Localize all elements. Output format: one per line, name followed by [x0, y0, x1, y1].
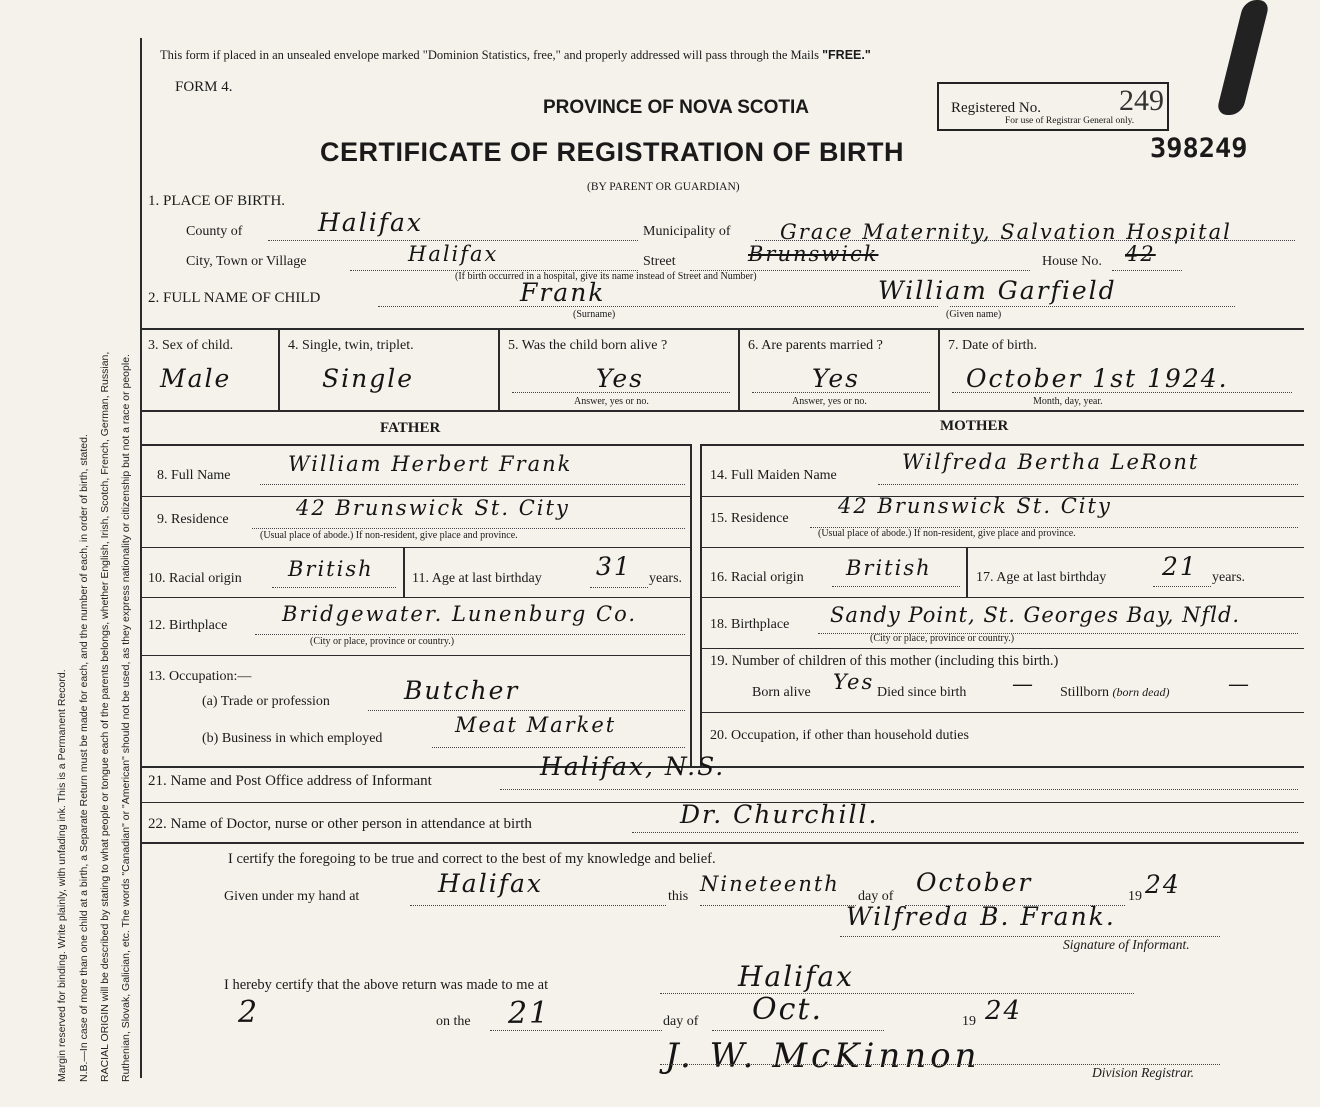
- given-label: Given under my hand at: [224, 889, 360, 904]
- child-surname: Frank: [520, 278, 606, 307]
- informant-value: Halifax, N.S.: [540, 752, 726, 781]
- this-label: this: [668, 889, 689, 904]
- stillborn-value: —: [1228, 672, 1251, 696]
- father-age-value: 31: [596, 552, 632, 581]
- father-trade-label: (a) Trade or profession: [202, 694, 330, 709]
- year-prefix: 19: [1128, 889, 1142, 904]
- margin-note-racial-origin-1: RACIAL ORIGIN will be described by stating to what people or tongue each of the parents belongs, whether English, Irish, Scotch, French, German, Russian,: [99, 351, 111, 1082]
- father-race-value: British: [288, 557, 374, 581]
- mother-name-value: Wilfreda Bertha LeRont: [902, 450, 1200, 474]
- dob-value: October 1st 1924.: [966, 364, 1229, 393]
- sex-label: 3. Sex of child.: [148, 338, 234, 353]
- father-age-label: 11. Age at last birthday: [412, 571, 542, 586]
- died-value: —: [1012, 672, 1035, 696]
- informant-label: 21. Name and Post Office address of Informant: [148, 773, 432, 789]
- sex-value: Male: [160, 364, 232, 393]
- married-value: Yes: [812, 364, 860, 393]
- registrar-caption: Division Registrar.: [1092, 1065, 1195, 1080]
- registrar-day-of: day of: [663, 1014, 699, 1029]
- father-birthplace-caption: (City or place, province or country.): [310, 636, 455, 647]
- married-label: 6. Are parents married ?: [748, 338, 883, 353]
- mother-years: years.: [1212, 570, 1246, 585]
- registrar-day: 21: [508, 996, 551, 1031]
- mother-birthplace-label: 18. Birthplace: [710, 617, 790, 632]
- married-caption: Answer, yes or no.: [792, 396, 867, 407]
- surname-caption: (Surname): [573, 309, 616, 320]
- mother-occupation-label: 20. Occupation, if other than household duties: [710, 728, 969, 743]
- province-heading: PROVINCE OF NOVA SCOTIA: [543, 97, 810, 118]
- city-value: Halifax: [408, 242, 499, 266]
- certify-statement: I certify the foregoing to be true and correct to the best of my knowledge and belief.: [228, 851, 716, 867]
- given-place: Halifax: [438, 869, 543, 898]
- father-residence-caption: (Usual place of abode.) If non-resident, give place and province.: [260, 530, 518, 541]
- margin-note-binding: Margin reserved for binding. Write plainly, with unfading ink. This is a Permanent Record.: [56, 669, 68, 1082]
- house-label: House No.: [1042, 254, 1102, 269]
- father-business-value: Meat Market: [455, 713, 617, 737]
- form-number: FORM 4.: [175, 79, 233, 95]
- mother-birthplace-value: Sandy Point, St. Georges Bay, Nfld.: [830, 603, 1241, 627]
- registrar-year: 24: [985, 996, 1023, 1026]
- mother-race-value: British: [846, 556, 932, 580]
- year-value: 24: [1145, 870, 1181, 899]
- doctor-label: 22. Name of Doctor, nurse or other person in attendance at birth: [148, 816, 532, 832]
- registrar-statement: I hereby certify that the above return was made to me at: [224, 977, 549, 993]
- day-value: Nineteenth: [700, 872, 840, 896]
- margin-note-racial-origin-2: Ruthenian, Slovak, Galician, etc. The words "Canadian" or "American" should not be used, as they express nationality or citizenship but not a race or people.: [120, 354, 132, 1082]
- died-label: Died since birth: [877, 685, 967, 700]
- father-name-label: 8. Full Name: [157, 468, 231, 483]
- municipality-label: Municipality of: [643, 224, 731, 239]
- father-birthplace-value: Bridgewater. Lunenburg Co.: [282, 602, 638, 626]
- born-alive-label: Born alive: [752, 685, 811, 700]
- registered-value: 249: [1119, 84, 1164, 117]
- mother-residence-label: 15. Residence: [710, 511, 789, 526]
- day-of-label: day of: [858, 889, 894, 904]
- mother-heading: MOTHER: [940, 418, 1009, 434]
- registrar-year-prefix: 19: [962, 1014, 976, 1029]
- registrar-signature: J. W. McKinnon: [665, 1036, 981, 1076]
- county-label: County of: [186, 224, 243, 239]
- informant-signature: Wilfreda B. Frank.: [846, 902, 1116, 931]
- registrar-month: Oct.: [752, 992, 823, 1027]
- mail-notice: This form if placed in an unsealed envelope marked "Dominion Statistics, free," and properly addressed will pass through the Mails "FREE.": [160, 48, 871, 62]
- place-heading: 1. PLACE OF BIRTH.: [148, 193, 286, 209]
- registrar-mark: 2: [238, 995, 260, 1030]
- page-title: CERTIFICATE OF REGISTRATION OF BIRTH: [320, 137, 904, 167]
- stillborn-label: Stillborn (born dead): [1060, 685, 1170, 700]
- mother-residence-value: 42 Brunswick St. City: [838, 494, 1112, 518]
- signature-caption: Signature of Informant.: [1063, 937, 1190, 952]
- dob-caption: Month, day, year.: [1033, 396, 1103, 407]
- given-caption: (Given name): [946, 309, 1002, 320]
- father-birthplace-label: 12. Birthplace: [148, 618, 228, 633]
- father-residence-value: 42 Brunswick St. City: [296, 496, 570, 520]
- hospital-note: (If birth occurred in a hospital, give its name instead of Street and Number): [455, 271, 757, 282]
- registered-number-box: [937, 82, 1169, 131]
- alive-caption: Answer, yes or no.: [574, 396, 649, 407]
- county-value: Halifax: [318, 208, 423, 237]
- alive-label: 5. Was the child born alive ?: [508, 338, 668, 353]
- father-occupation-label: 13. Occupation:—: [148, 669, 252, 684]
- dob-label: 7. Date of birth.: [948, 338, 1038, 353]
- stillborn-note: (born dead): [1112, 685, 1170, 699]
- father-name-value: William Herbert Frank: [288, 452, 573, 476]
- house-value: 42: [1125, 242, 1156, 266]
- street-value: Brunswick: [748, 242, 879, 266]
- month-value: October: [916, 868, 1033, 897]
- alive-value: Yes: [596, 364, 644, 393]
- plurality-label: 4. Single, twin, triplet.: [288, 338, 414, 353]
- margin-note-multiple-births: N.B.—In case of more than one child at a birth, a Separate Return must be made for each, and the number of each, in order of birth, stated.: [78, 434, 90, 1082]
- municipality-value: Grace Maternity, Salvation Hospital: [780, 220, 1232, 244]
- on-the-label: on the: [436, 1014, 471, 1029]
- mother-residence-caption: (Usual place of abode.) If non-resident, give place and province.: [818, 528, 1076, 539]
- mother-age-label: 17. Age at last birthday: [976, 570, 1107, 585]
- father-business-label: (b) Business in which employed: [202, 731, 383, 746]
- mother-children-label: 19. Number of children of this mother (including this birth.): [710, 653, 1059, 669]
- registrar-note: For use of Registrar General only.: [1005, 116, 1135, 126]
- page-subtitle: (BY PARENT OR GUARDIAN): [587, 181, 740, 193]
- doctor-value: Dr. Churchill.: [680, 800, 879, 829]
- mother-birthplace-caption: (City or place, province or country.): [870, 633, 1015, 644]
- plurality-value: Single: [322, 364, 415, 393]
- born-alive-value: Yes: [833, 670, 875, 694]
- registrar-place: Halifax: [738, 960, 854, 993]
- father-heading: FATHER: [380, 420, 441, 436]
- street-label: Street: [643, 254, 676, 269]
- father-trade-value: Butcher: [404, 676, 520, 705]
- mother-age-value: 21: [1162, 552, 1198, 581]
- city-label: City, Town or Village: [186, 254, 307, 269]
- mother-name-label: 14. Full Maiden Name: [710, 468, 837, 483]
- mother-race-label: 16. Racial origin: [710, 570, 804, 585]
- child-name-label: 2. FULL NAME OF CHILD: [148, 290, 321, 306]
- ink-mark: [1216, 0, 1271, 115]
- registered-label: Registered No.: [951, 100, 1041, 116]
- father-residence-label: 9. Residence: [157, 512, 229, 527]
- father-years: years.: [649, 571, 683, 586]
- margin-border: [140, 38, 142, 1078]
- child-given-name: William Garfield: [878, 276, 1117, 305]
- stamp-number: 398249: [1150, 133, 1248, 164]
- father-race-label: 10. Racial origin: [148, 571, 242, 586]
